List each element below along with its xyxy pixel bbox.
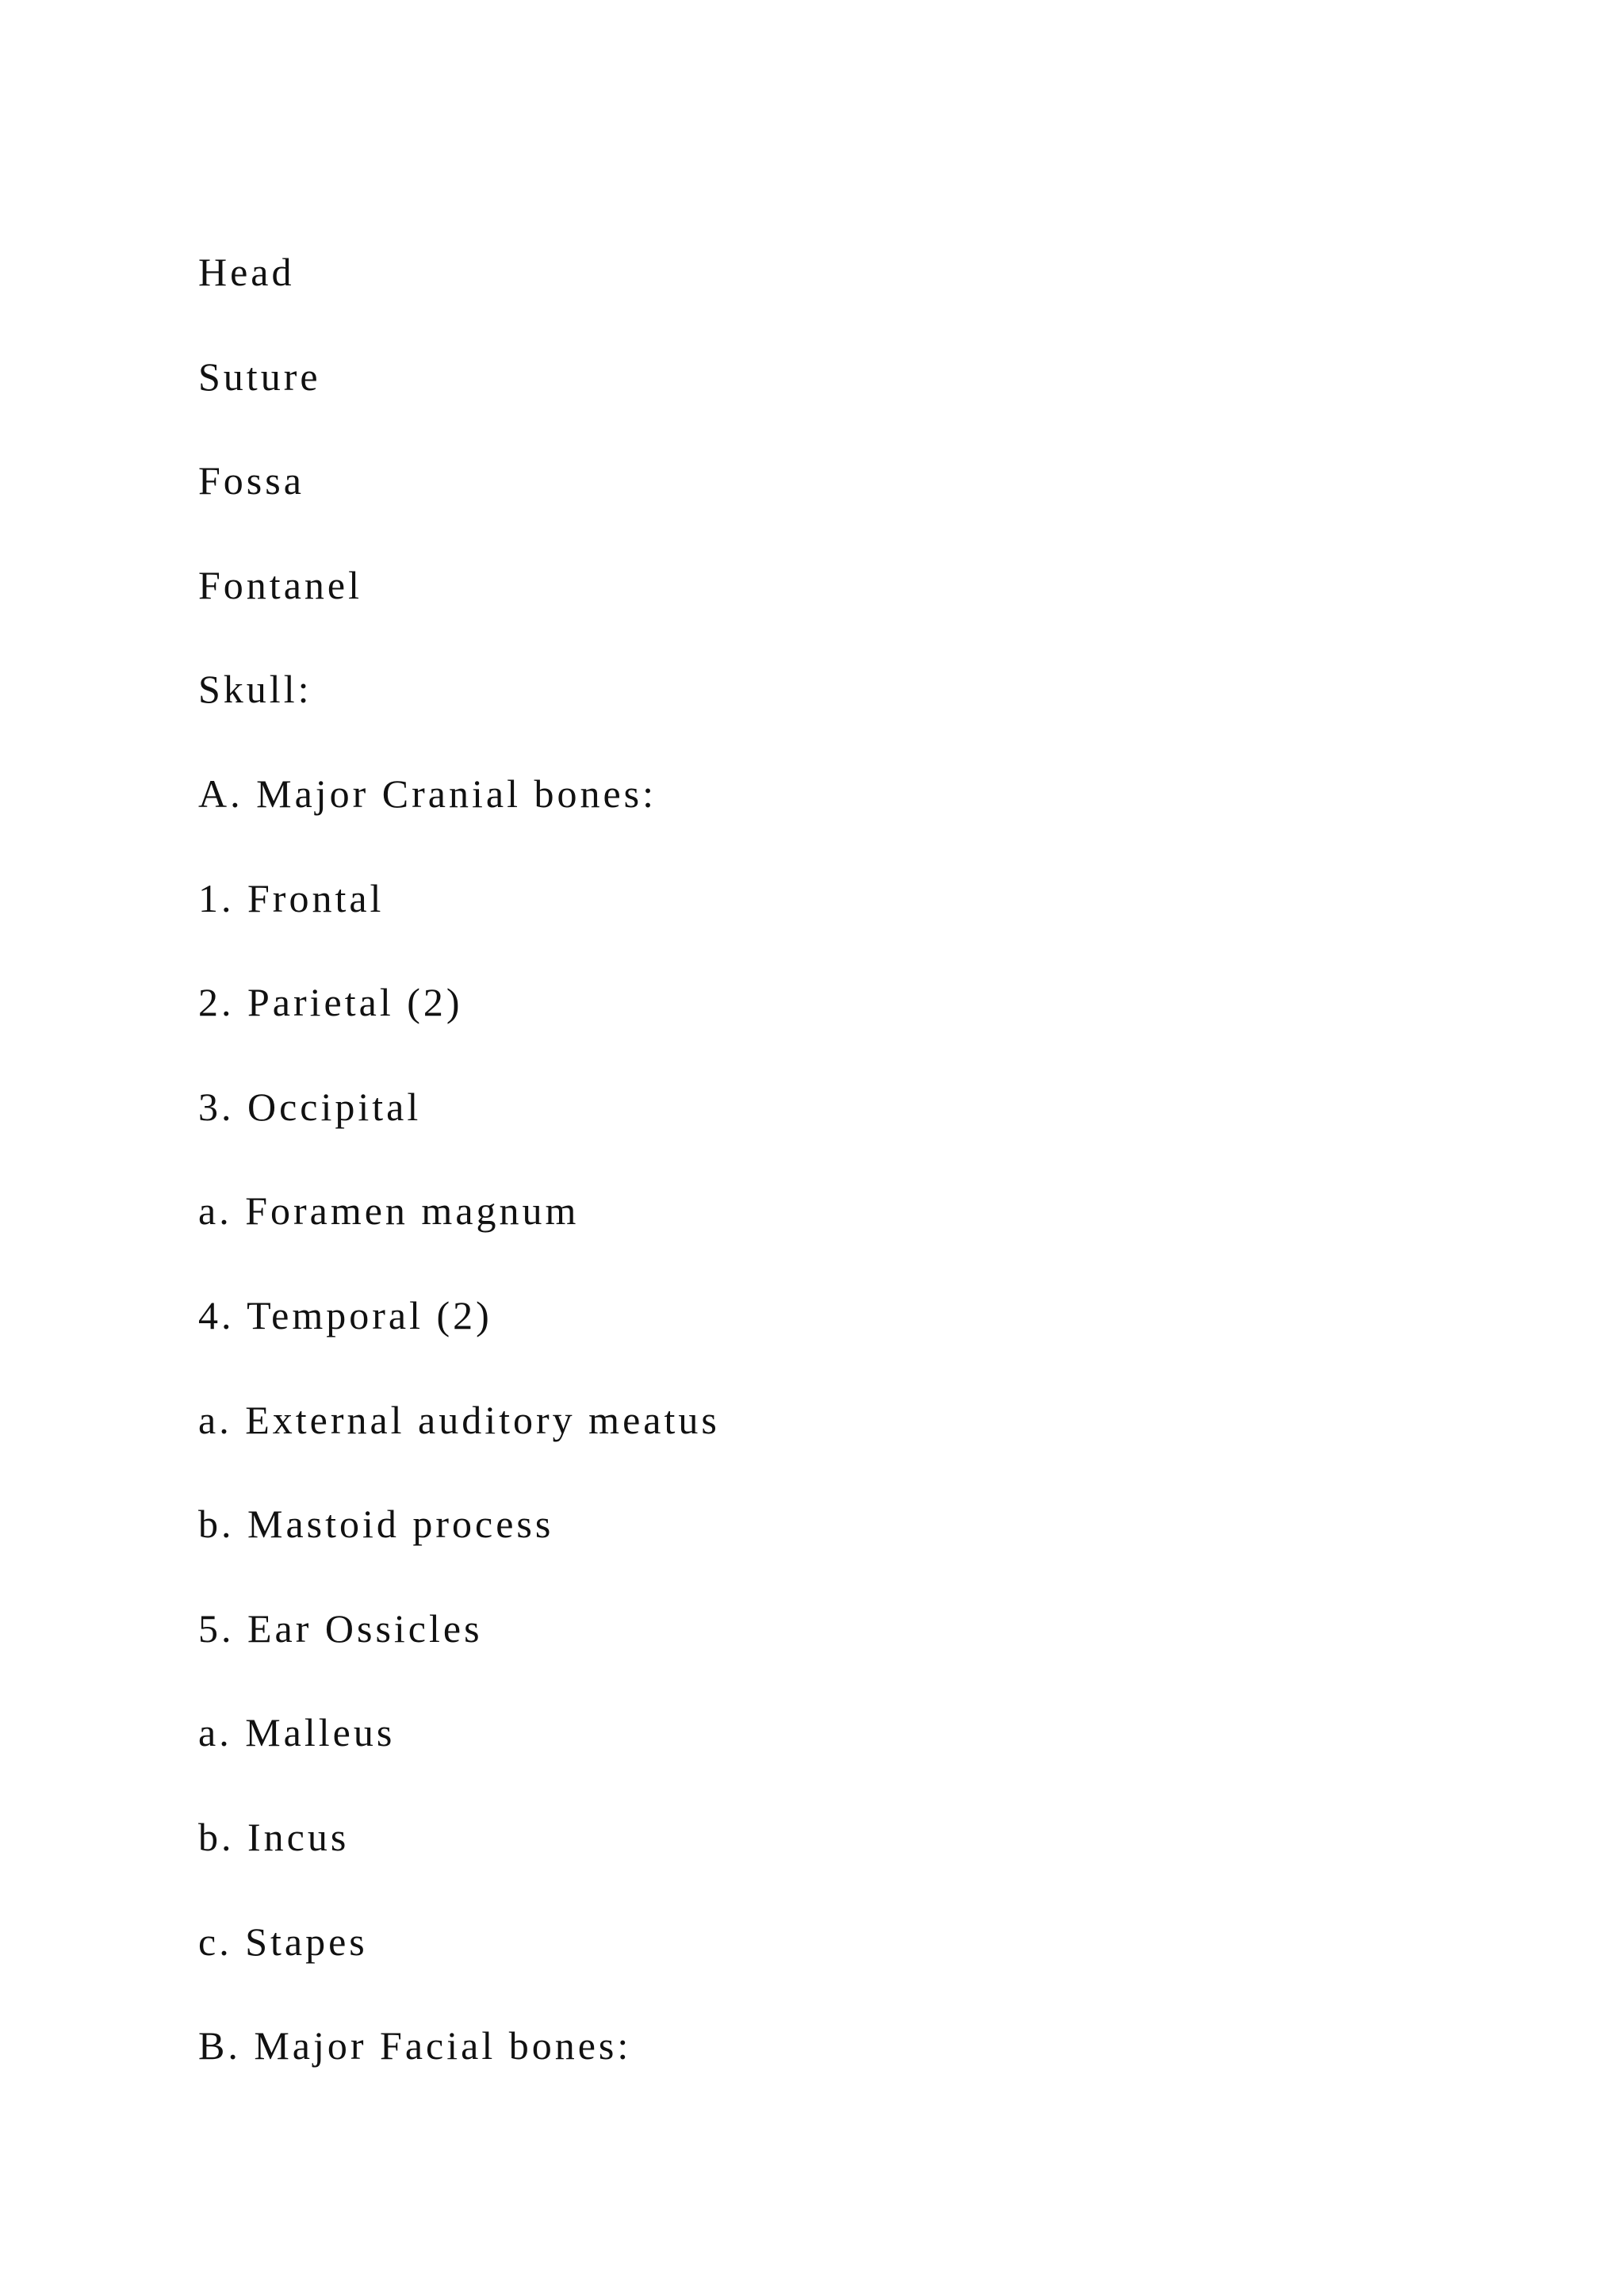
outline-list <box>198 248 720 2126</box>
outline-line-cranial-bones-heading: A. Major Cranial bones: <box>198 771 657 816</box>
outline-line-facial-bones-heading: B. Major Facial bones: <box>198 2023 632 2068</box>
outline-line-parietal: 2. Parietal (2) <box>198 980 463 1025</box>
outline-line-malleus: a. Malleus <box>198 1710 396 1755</box>
outline-line-skull: Skull: <box>198 667 312 712</box>
outline-line-fontanel: Fontanel <box>198 562 362 607</box>
outline-line-frontal: 1. Frontal <box>198 875 385 920</box>
outline-line-external-auditory-meatus: a. External auditory meatus <box>198 1397 720 1442</box>
outline-line-foramen-magnum: a. Foramen magnum <box>198 1188 580 1234</box>
outline-line-head: Head <box>198 250 295 294</box>
outline-line-temporal: 4. Temporal (2) <box>198 1292 492 1337</box>
outline-line-suture: Suture <box>198 354 321 399</box>
outline-line-stapes: c. Stapes <box>198 1919 368 1964</box>
outline-line-fossa: Fossa <box>198 458 304 503</box>
outline-line-mastoid-process: b. Mastoid process <box>198 1502 554 1547</box>
outline-line-ear-ossicles: 5. Ear Ossicles <box>198 1605 483 1651</box>
outline-line-incus: b. Incus <box>198 1814 350 1859</box>
outline-line-occipital: 3. Occipital <box>198 1084 422 1129</box>
